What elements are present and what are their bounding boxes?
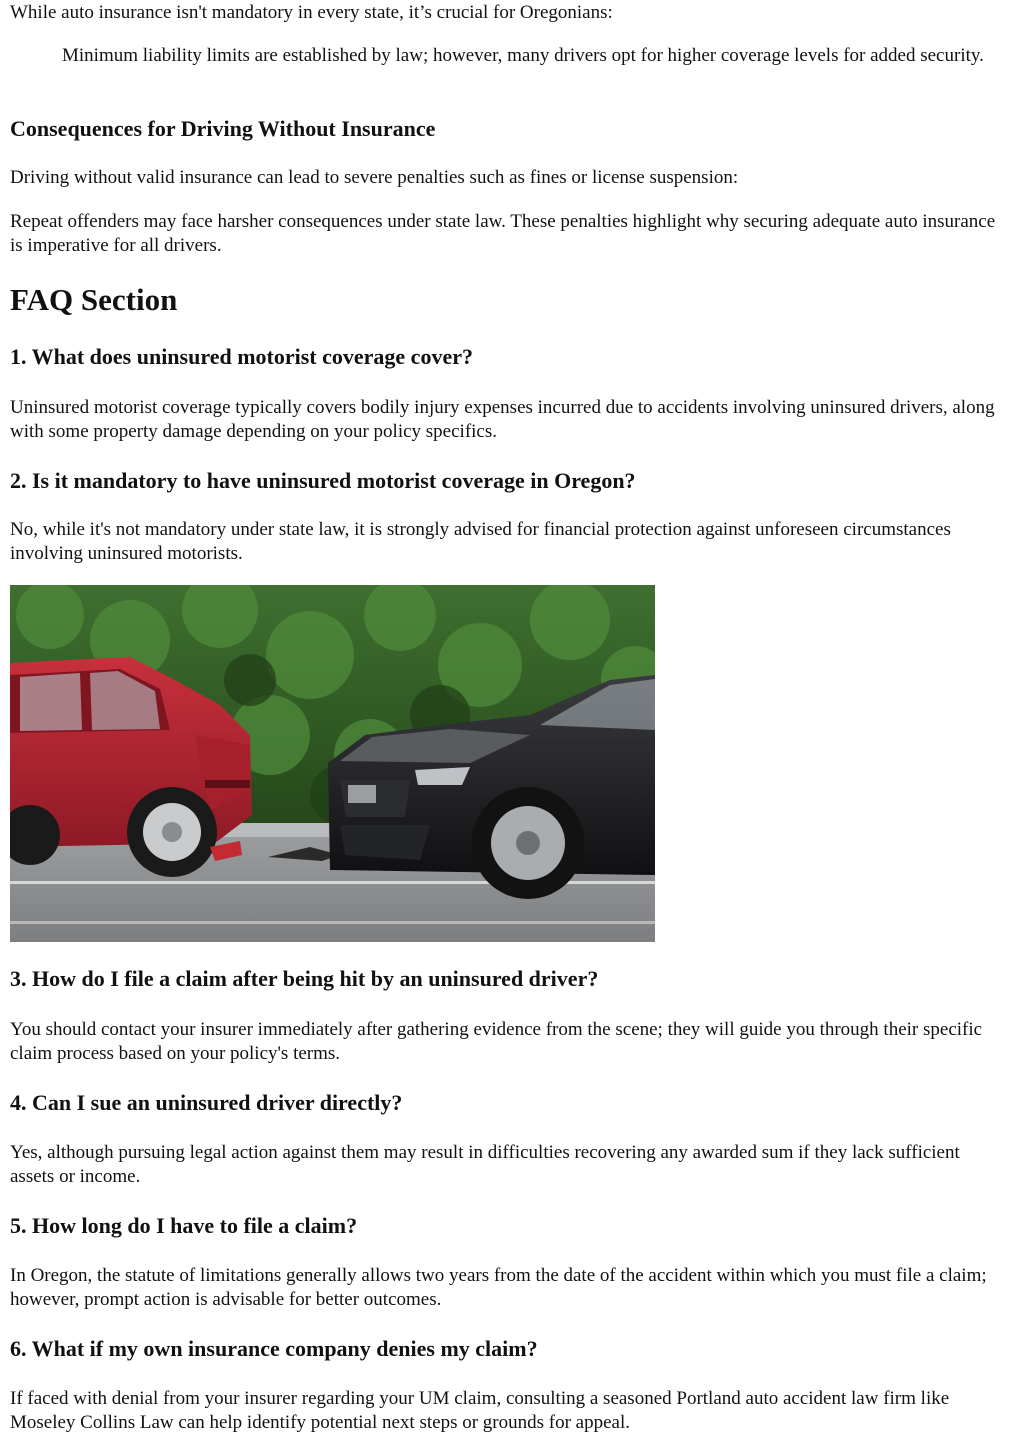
consequences-heading: Consequences for Driving Without Insurance [10,116,436,141]
faq-answer-5: In Oregon, the statute of limitations generally allows two years from the date of the accident within which you must file a claim; however, prompt action is advisable for better outcomes. [10,1265,987,1310]
faq-question-3: 3. How do I file a claim after being hit by an uninsured driver? [10,966,599,991]
faq-question-5: 5. How long do I have to file a claim? [10,1213,358,1238]
faq-question-2: 2. Is it mandatory to have uninsured motorist coverage in Oregon? [10,468,636,493]
faq-answer-3: You should contact your insurer immediately after gathering evidence from the scene; they will guide you through their specific claim process based on your policy's terms. [10,1019,983,1064]
intro-paragraph: While auto insurance isn't mandatory in every state, it’s crucial for Oregonians: [10,2,613,23]
consequences-paragraph-1: Driving without valid insurance can lead to severe penalties such as fines or license suspension: [10,167,739,188]
faq-heading: FAQ Section [10,282,178,317]
faq-answer-1: Uninsured motorist coverage typically covers bodily injury expenses incurred due to accidents involving uninsured drivers, along with some property damage depending on your policy specifics. [10,397,995,442]
consequences-paragraph-2: Repeat offenders may face harsher consequences under state law. These penalties highlight why securing adequate auto insurance is imperative for all drivers. [10,211,996,256]
faq-question-1: 1. What does uninsured motorist coverage cover? [10,344,473,369]
faq-answer-4: Yes, although pursuing legal action against them may result in difficulties recovering any awarded sum if they lack sufficient assets or income. [10,1142,960,1187]
intro-blockquote: Minimum liability limits are established by law; however, many drivers opt for higher coverage levels for added security. [62,45,984,66]
car-accident-photo [10,585,655,942]
faq-answer-6: If faced with denial from your insurer regarding your UM claim, consulting a seasoned Portland auto accident law firm like Moseley Collins Law can help identify potential next steps or grounds for appeal. [10,1388,950,1433]
faq-answer-2: No, while it's not mandatory under state law, it is strongly advised for financial protection against unforeseen circumstances involving uninsured motorists. [10,519,951,564]
faq-question-4: 4. Can I sue an uninsured driver directly? [10,1090,403,1115]
faq-question-6: 6. What if my own insurance company denies my claim? [10,1336,538,1361]
